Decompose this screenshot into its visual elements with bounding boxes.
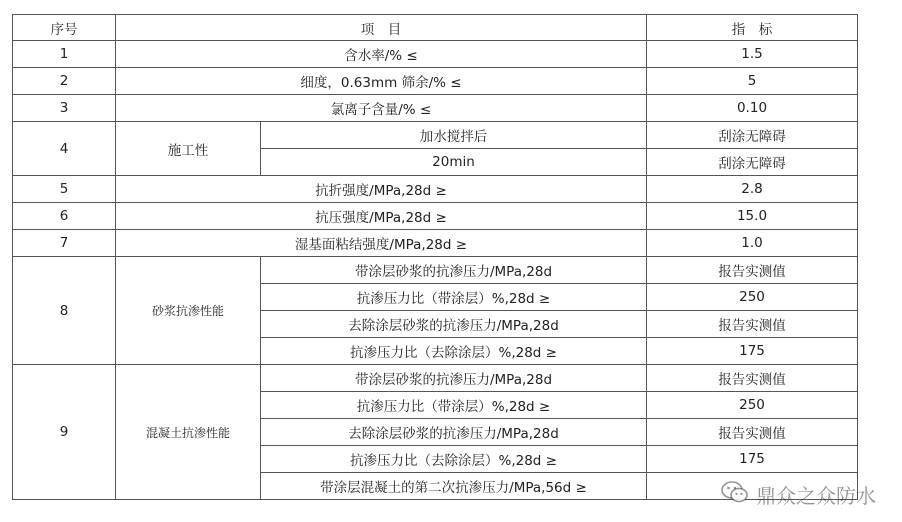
row-value: 刮涂无障碍 xyxy=(647,122,858,149)
row-value: 175 xyxy=(647,338,858,365)
row-group: 混凝土抗渗性能 xyxy=(116,365,261,500)
watermark-text: 鼎众之众防水 xyxy=(756,484,876,508)
row-value: 0.10 xyxy=(647,95,858,122)
row-subitem: 抗渗压力比（带涂层）%,28d ≥ xyxy=(261,284,647,311)
row-subitem: 20min xyxy=(261,149,647,176)
row-subitem: 抗渗压力比（去除涂层）%,28d ≥ xyxy=(261,446,647,473)
row-value: 250 xyxy=(647,284,858,311)
row-value: 250 xyxy=(647,392,858,419)
row-value: 2.8 xyxy=(647,176,858,203)
row-subitem: 去除涂层砂浆的抗渗压力/MPa,28d xyxy=(261,311,647,338)
row-item: 湿基面粘结强度/MPa,28d ≥ xyxy=(116,230,647,257)
row-no: 2 xyxy=(13,68,116,95)
row-item: 氯离子含量/% ≤ xyxy=(116,95,647,122)
row-subitem: 带涂层砂浆的抗渗压力/MPa,28d xyxy=(261,257,647,284)
table-row xyxy=(13,176,858,203)
row-value: 1.0 xyxy=(647,230,858,257)
table-row xyxy=(13,95,858,122)
row-no: 7 xyxy=(13,230,116,257)
header-index: 指 标 xyxy=(647,15,858,41)
row-no: 3 xyxy=(13,95,116,122)
table-row xyxy=(13,203,858,230)
row-value: 报告实测值 xyxy=(647,419,858,446)
row-item: 抗压强度/MPa,28d ≥ xyxy=(116,203,647,230)
row-subitem: 抗渗压力比（带涂层）%,28d ≥ xyxy=(261,392,647,419)
row-no: 9 xyxy=(13,365,116,500)
watermark xyxy=(720,479,876,510)
table-header xyxy=(13,15,858,41)
row-value: 175 xyxy=(647,446,858,473)
row-value: 刮涂无障碍 xyxy=(647,149,858,176)
row-no: 5 xyxy=(13,176,116,203)
row-subitem: 去除涂层砂浆的抗渗压力/MPa,28d xyxy=(261,419,647,446)
row-subitem: 带涂层混凝土的第二次抗渗压力/MPa,56d ≥ xyxy=(261,473,647,500)
header-no: 序号 xyxy=(13,15,116,41)
table-row xyxy=(13,257,858,284)
row-value: 报告实测值 xyxy=(647,311,858,338)
row-subitem: 抗渗压力比（去除涂层）%,28d ≥ xyxy=(261,338,647,365)
row-no: 6 xyxy=(13,203,116,230)
row-no: 1 xyxy=(13,41,116,68)
table-row xyxy=(13,41,858,68)
header-item: 项 目 xyxy=(116,15,647,41)
row-value: 15.0 xyxy=(647,203,858,230)
row-value: 报告实测值 xyxy=(647,365,858,392)
table-row xyxy=(13,122,858,149)
row-value: 1.5 xyxy=(647,41,858,68)
wechat-icon xyxy=(720,479,750,510)
table-row xyxy=(13,365,858,392)
row-no: 4 xyxy=(13,122,116,176)
row-subitem: 加水搅拌后 xyxy=(261,122,647,149)
spec-table xyxy=(12,14,858,500)
row-subitem: 带涂层砂浆的抗渗压力/MPa,28d xyxy=(261,365,647,392)
row-value: 报告实测值 xyxy=(647,257,858,284)
row-item: 含水率/% ≤ xyxy=(116,41,647,68)
row-value: 5 xyxy=(647,68,858,95)
row-item: 细度，0.63mm 筛余/% ≤ xyxy=(116,68,647,95)
row-item: 抗折强度/MPa,28d ≥ xyxy=(116,176,647,203)
row-no: 8 xyxy=(13,257,116,365)
table-row xyxy=(13,230,858,257)
row-group: 施工性 xyxy=(116,122,261,176)
table-row xyxy=(13,68,858,95)
row-group: 砂浆抗渗性能 xyxy=(116,257,261,365)
